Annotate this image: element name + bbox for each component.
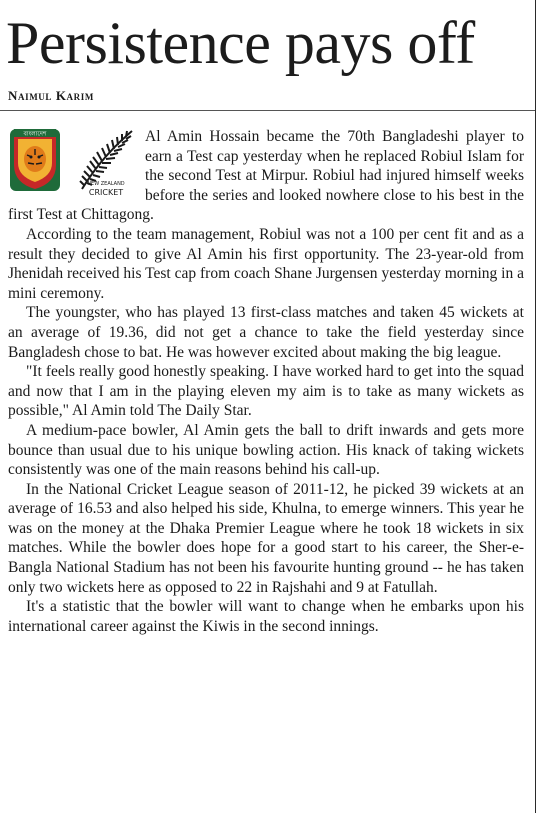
nz-cricket-logo [80,131,132,197]
article-body [8,127,524,636]
team-logos [8,127,145,205]
paragraph-3: The youngster, who has played 13 first-class matches and taken 45 wickets at an average of 19.36, did not get a chance to take the field yesterday since Bangladesh chose to bat. He was however excited about making the big league. [8,304,524,361]
bcb-logo-text: বাংলাদেশ [23,130,47,138]
byline: Naimul Karim [8,88,94,103]
column-rule [535,0,536,813]
nz-logo-line2: CRICKET [88,188,124,197]
paragraph-6: In the National Cricket League season of 2011-12, he picked 39 wickets at an average of 16.53 and also helped his side, Khulna, to emerge winners. This year he was on the money at the Dhaka Premier League where he took 18 wickets in six matches. While the bowler does hope for a good start to his career, the Sher-e-Bangla National Stadium has not been his favourite hunting ground -- he has taken only two wickets here as opposed to 22 in Rajshahi and 9 at Fatullah. [8,480,524,596]
paragraph-5: A medium-pace bowler, Al Amin gets the ball to drift inwards and gets more bounce than usual due to his unique bowling action. His knack of taking wickets consistently was one of the main reasons behind his call-up. [8,421,524,479]
nz-logo-line1: NEW ZEALAND [87,181,125,187]
headline: Persistence pays off [6,10,475,76]
byline-divider [0,110,535,111]
paragraph-4: "It feels really good honestly speaking. I have worked hard to get into the squad and now that I am in the playing eleven my aim is to take as many wickets as possible," Al Amin told The Daily Star. [8,363,524,420]
team-logos-graphic [8,127,138,199]
bcb-logo [10,129,60,191]
paragraph-7: It's a statistic that the bowler will want to change when he embarks upon his international career against the Kiwis in the second innings. [8,598,524,635]
paragraph-1: Al Amin Hossain became the 70th Bangladeshi player to earn a Test cap yesterday when he replaced Robiul Islam for the second Test at Mirpur. Robiul had injured himself weeks before the series and looked nowhere close to his best in the first Test at Chittagong. [8,128,524,224]
paragraph-2: According to the team management, Robiul was not a 100 per cent fit and as a result they decided to give Al Amin his first opportunity. The 23-year-old from Jhenidah received his Test cap from coach Shane Jurgensen yesterday morning in a mini ceremony. [8,225,524,302]
